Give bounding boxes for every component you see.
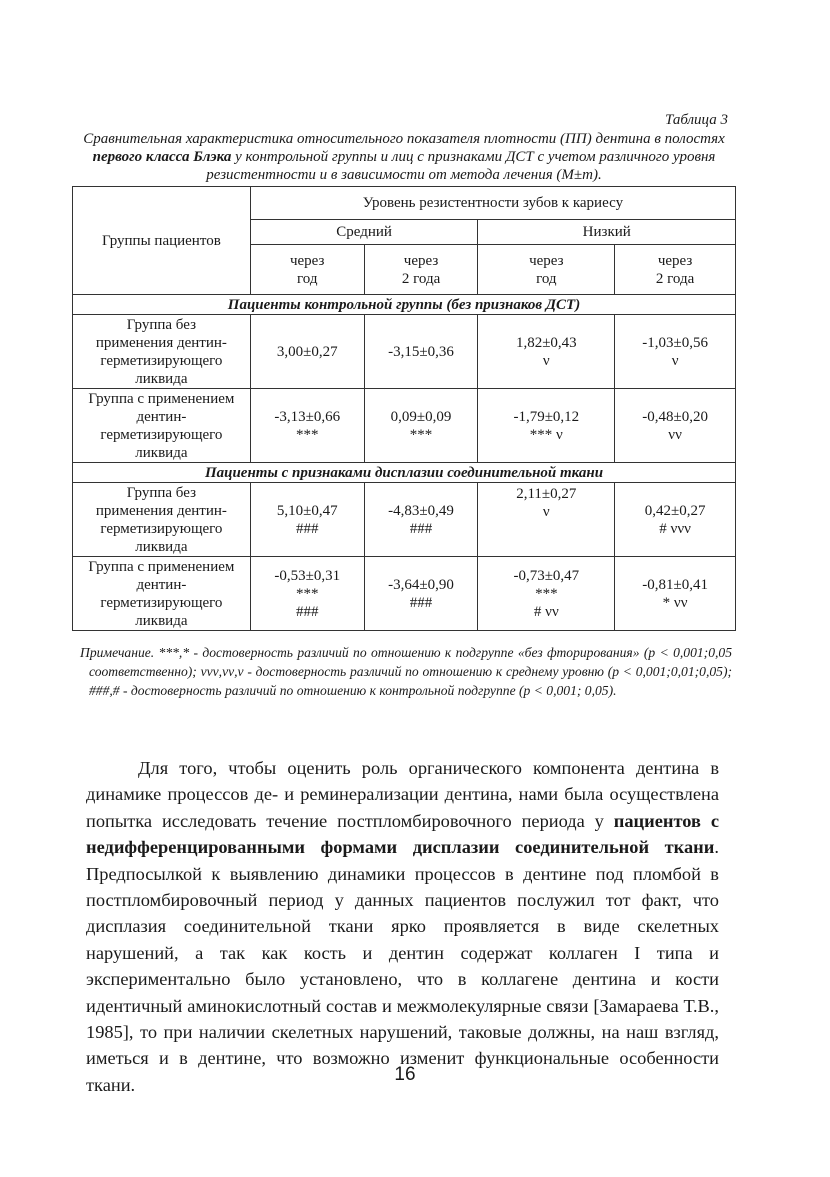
header-low: Низкий	[478, 220, 736, 245]
value-cell: -1,03±0,56 ν	[615, 315, 736, 389]
header-resistance: Уровень резистентности зубов к кариесу	[250, 187, 735, 220]
header-period: через 2 года	[615, 245, 736, 295]
header-period: через год	[478, 245, 615, 295]
value-cell: 0,42±0,27 # ννν	[615, 483, 736, 557]
row-label: Группа без применения дентин- герметизирующего ликвида	[73, 315, 251, 389]
value-cell: -0,73±0,47 *** # νν	[478, 557, 615, 631]
value-cell: 1,82±0,43 ν	[478, 315, 615, 389]
caption-emphasis: первого класса Блэка	[92, 149, 232, 165]
table-row	[73, 315, 736, 389]
data-table	[72, 186, 736, 631]
value-cell: -3,13±0,66 ***	[250, 389, 364, 463]
value-cell: -4,83±0,49 ###	[364, 483, 478, 557]
value-cell: -1,79±0,12 *** ν	[478, 389, 615, 463]
table-row	[73, 557, 736, 631]
table-note: Примечание. ***,* - достоверность различий по отношению к подгруппе «без фторирования» (p < 0,001;0,05 соответственно); ννν,νν,ν - достоверность различий по отношению к среднему уровню (p < 0,001;0,01;0,05); ###,# - достоверность различий по отношению к контрольной подгруппе (p < 0,001; 0,05).	[80, 645, 732, 698]
table-row	[73, 483, 736, 557]
value-cell: -0,48±0,20 νν	[615, 389, 736, 463]
value-cell: 3,00±0,27	[250, 315, 364, 389]
section-title: Пациенты контрольной группы (без признаков ДСТ)	[73, 295, 736, 315]
section-title: Пациенты с признаками дисплазии соединительной ткани	[73, 463, 736, 483]
table-number: Таблица 3	[665, 112, 728, 128]
row-label: Группа с применением дентин- герметизирующего ликвида	[73, 389, 251, 463]
header-period: через 2 года	[364, 245, 478, 295]
value-cell: -0,53±0,31 *** ###	[250, 557, 364, 631]
value-cell: -0,81±0,41 * νν	[615, 557, 736, 631]
header-medium: Средний	[250, 220, 478, 245]
body-paragraph: Для того, чтобы оценить роль органического компонента дентина в динамике процессов де- и реминерализации дентина, нами была осуществлена попытка исследовать течение постпломбировочного периода у пациентов с недифференцированными формами дисплазии соединительной ткани. Предпосылкой к выявлению динамики процессов в дентине под пломбой в постпломбировочный период у данных пациентов послужил тот факт, что дисплазия соединительной ткани ярко проявляется в виде скелетных нарушений, а так как кость и дентин содержат коллаген I типа и экспериментально было установлено, что в коллагене дентина и кости идентичный аминокислотный состав и межмолекулярные связи [Замараева Т.В., 1985], то при наличии скелетных нарушений, таковые должны, на наш взгляд, иметься и в дентине, что возможно изменит функциональные особенности ткани.	[86, 758, 719, 1095]
value-cell: 0,09±0,09 ***	[364, 389, 478, 463]
header-groups: Группы пациентов	[73, 187, 251, 295]
value-cell: 5,10±0,47 ###	[250, 483, 364, 557]
header-period: через год	[250, 245, 364, 295]
paragraph-emphasis: пациентов с недифференцированными формами дисплазии соединительной ткани	[86, 810, 719, 858]
row-label: Группа с применением дентин- герметизирующего ликвида	[73, 557, 251, 631]
value-cell: -3,15±0,36	[364, 315, 478, 389]
value-cell: -3,64±0,90 ###	[364, 557, 478, 631]
value-cell: 2,11±0,27 ν	[478, 483, 615, 557]
table-row	[73, 389, 736, 463]
page-number: 16	[394, 1064, 416, 1085]
row-label: Группа без применения дентин- герметизирующего ликвида	[73, 483, 251, 557]
table-caption: Сравнительная характеристика относительного показателя плотности (ПП) дентина в полостях первого класса Блэка у контрольной группы и лиц с признаками ДСТ с учетом различного уровня резистентности и в зависимости от метода лечения (M±m).	[83, 131, 725, 183]
